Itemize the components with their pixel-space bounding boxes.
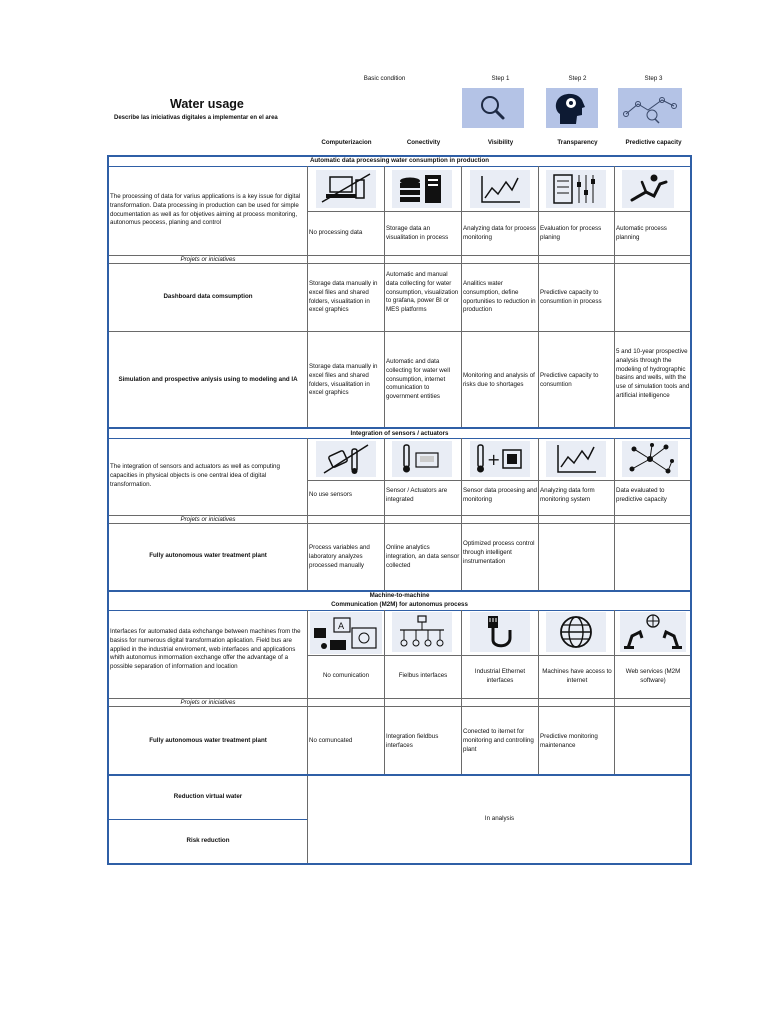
- s3-projects-label: Projets or iniciatives: [180, 699, 236, 706]
- relaxing-person-icon: [622, 170, 674, 208]
- header-step-2: Step 2: [568, 75, 587, 82]
- brain-head-icon: [546, 88, 598, 128]
- section2-icon-2: [392, 441, 452, 477]
- computer-disconnected-icon: [316, 170, 376, 208]
- section3-icon-4: [546, 612, 606, 652]
- s2-p1-cell-2: Online analytics integration, an data sensor collected: [386, 544, 460, 569]
- s1-project-2-name: Simulation and prospective anlysis using to modeling and IA: [118, 376, 298, 383]
- sensor-chip-icon: [470, 441, 530, 477]
- section2-icon-1: [316, 441, 376, 477]
- section3-icon-2: [392, 612, 452, 652]
- s3-level-2: Fielbus interfaces: [398, 672, 448, 679]
- s1-level-2: Storage data an visualitation in process: [386, 225, 449, 241]
- globe-icon: [546, 612, 606, 652]
- col-visibility: Visibility: [487, 139, 514, 146]
- line-chart-icon: [470, 170, 530, 208]
- section2-description: The integration of sensors and actuators as well as computing capacities in physical objects is one central idea of digital transformation.: [110, 463, 280, 488]
- s1-project-1-name: Dashboard data comsumption: [163, 293, 253, 300]
- human-machine-icon: [310, 612, 382, 654]
- s3-level-1: No comunication: [322, 672, 370, 679]
- s2-level-4: Analyzing data form monitoring system: [540, 487, 595, 503]
- col-transparency: Transparency: [557, 139, 598, 146]
- s1-level-3: Analyzing data for process monitoring: [463, 225, 536, 241]
- s1-p2-cell-1: Storage data manually in excel files and shared folders, visualitation in excel graphics: [309, 363, 378, 397]
- database-server-icon: [392, 170, 452, 208]
- robot-arms-icon: [620, 612, 686, 652]
- fieldbus-icon: [392, 612, 452, 652]
- s2-level-2: Sensor / Actuators are integrated: [386, 487, 448, 503]
- s2-p1-cell-3: Optimized process control through intelligent instrumentation: [463, 540, 535, 565]
- s1-level-4: Evaluation for process planing: [540, 225, 602, 241]
- section2-icon-5: [622, 441, 678, 477]
- step1-box: [462, 88, 524, 128]
- s2-level-3: Sensor data procesing and monitoring: [463, 487, 537, 503]
- sensor-thermometer-icon: [392, 441, 452, 477]
- col-predictive: Predictive capacity: [625, 139, 682, 146]
- section1-icon-2: [392, 170, 452, 208]
- section3-title-line1: Machine-to-machine: [369, 592, 430, 599]
- step2-box: [546, 88, 598, 128]
- section1-icon-5: [622, 170, 674, 208]
- s1-p2-cell-2: Automatic and data collecting for water well consumption, internet comunication to government entities: [386, 358, 450, 401]
- s1-projects-label: Projets or iniciatives: [180, 256, 236, 263]
- section1-icon-3: [470, 170, 530, 208]
- s1-p1-cell-3: Analitics water consumption, define oportunities to reduction in production: [463, 280, 536, 314]
- s1-p1-cell-4: Predictive capacity to consumtion in process: [540, 289, 602, 305]
- s1-p2-cell-5: 5 and 10-year prospective analysis through the modeling of hydrographic basins and wells, with the use of simulation tools and artificial intelligence: [616, 348, 690, 399]
- s4-status: In analysis: [484, 815, 515, 822]
- network-nodes-icon: [622, 441, 678, 477]
- s1-p2-cell-4: Predictive capacity to consumtion: [540, 372, 599, 388]
- s3-p1-cell-4: Predictive monitoring maintenance: [540, 733, 598, 749]
- section2-icon-4: [546, 441, 606, 477]
- section2-icon-3: [470, 441, 530, 477]
- header-basic-condition: Basic condition: [363, 75, 406, 82]
- col-conectivity: Conectivity: [406, 139, 441, 146]
- page-subtitle: Describe las iniciativas digitales a implementar en el area: [114, 115, 278, 121]
- section1-icon-4: [546, 170, 606, 208]
- s3-level-5: Web services (M2M software): [625, 668, 681, 684]
- magnifier-icon: [462, 88, 524, 128]
- section2-title: Integration of sensors / actuators: [350, 430, 449, 437]
- table-right-border: [690, 155, 692, 865]
- s1-p1-cell-1: Storage data manually in excel files and shared folders, visualitation in excel graphics: [309, 280, 378, 314]
- page-title: Water usage: [170, 97, 244, 111]
- s4-row-risk-reduction: Risk reduction: [186, 837, 230, 844]
- table-bottom-border: [107, 863, 692, 865]
- s4-row-reduction-virtual-water: Reduction virtual water: [173, 793, 243, 800]
- s1-level-5: Automatic process planning: [616, 225, 667, 241]
- checklist-sliders-icon: [546, 170, 606, 208]
- section1-description: The processing of data for varius applications is a key issue for digital transformation. Data processing in production can be used for simple documentation as well as for objetives aiming at process monitoring, autonomus peocess, planing and control: [110, 193, 301, 227]
- svg-text:+: +: [487, 450, 501, 469]
- s3-project-1-name: Fully autonomous water treatment plant: [149, 737, 267, 744]
- section3-icon-1: [310, 612, 382, 654]
- s2-level-1: No use sensors: [309, 491, 352, 498]
- s2-p1-cell-1: Process variables and laboratory analyzes processed manually: [309, 544, 370, 569]
- analytics-network-icon: [618, 88, 682, 128]
- s2-project-1-name: Fully autonomous water treatment plant: [149, 552, 267, 559]
- section3-title-line2: Communication (M2M) for autonomus process: [331, 601, 468, 608]
- header-step-3: Step 3: [644, 75, 663, 82]
- s2-level-5: Data evaluated to predictive capacity: [616, 487, 667, 503]
- section3-icon-5: [620, 612, 686, 652]
- s1-p2-cell-3: Monitoring and analysis of risks due to shortages: [463, 372, 535, 388]
- trend-chart-icon: [546, 441, 606, 477]
- s1-p1-cell-2: Automatic and manual data collecting for water consumption, visualization to grafana, power BI or MES platforms: [386, 271, 459, 314]
- section1-title: Automatic data processing water consumption in production: [309, 157, 490, 164]
- s1-level-1: No processing data: [309, 229, 363, 236]
- svg-text:A: A: [338, 622, 345, 632]
- ethernet-cable-icon: [470, 612, 530, 652]
- s3-p1-cell-2: Integration fieldbus interfaces: [386, 733, 439, 749]
- step3-box: [618, 88, 682, 128]
- section3-description: Interfaces for automated data exhchange between machines from the basiss for numerous digital transformation aplication. Field bus are applied in the industrial enviroment, web interfaces and applications whith autonomus inmormation exchange offer the advantage of a possible separation of information and location: [110, 628, 301, 671]
- s3-p1-cell-3: Conected to iternet for monitoring and controlling plant: [463, 728, 534, 753]
- s3-level-4: Machines have access to internet: [542, 668, 612, 684]
- section3-icon-3: [470, 612, 530, 652]
- col-computerizacion: Computerizacion: [321, 139, 372, 146]
- section1-icon-1: [316, 170, 376, 208]
- s3-p1-cell-1: No comuncated: [309, 737, 353, 744]
- s3-level-3: Industrial Ethernet interfaces: [474, 668, 526, 684]
- s2-projects-label: Projets or iniciatives: [180, 516, 236, 523]
- header-step-1: Step 1: [491, 75, 510, 82]
- no-sensor-icon: [316, 441, 376, 477]
